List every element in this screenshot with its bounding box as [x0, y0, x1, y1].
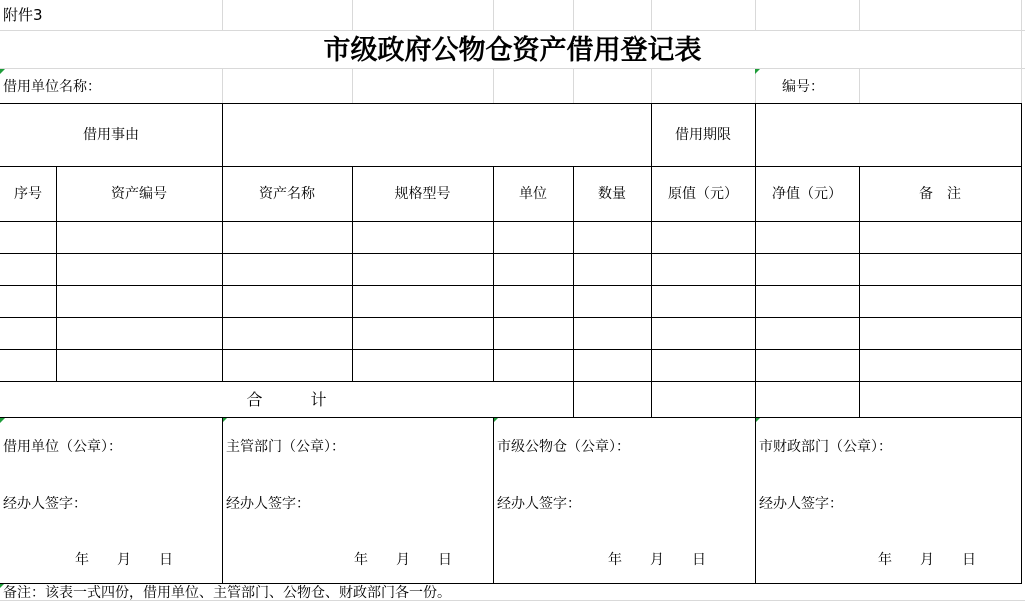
gridline — [493, 0, 494, 30]
table-cell-spec-model[interactable] — [354, 255, 492, 284]
table-cell-original-value[interactable] — [653, 319, 754, 348]
column-header-net-value: 净值（元） — [772, 186, 842, 202]
column-header-asset-number: 资产编号 — [111, 186, 167, 202]
table-cell-net-value[interactable] — [757, 255, 858, 284]
table-border — [0, 166, 1022, 167]
table-cell-asset-number[interactable] — [58, 319, 221, 348]
table-border — [0, 253, 1022, 254]
column-header-serial: 序号 — [14, 186, 42, 202]
attachment-label: 附件3 — [3, 6, 43, 24]
gridline — [573, 0, 574, 30]
table-cell-asset-number[interactable] — [58, 287, 221, 316]
gridline — [222, 68, 223, 103]
gridline — [651, 0, 652, 30]
signature-title-borrower: 借用单位（公章）： — [3, 439, 122, 455]
signature-title-warehouse: 市级公物仓（公章）： — [497, 439, 630, 455]
table-cell-net-value[interactable] — [757, 287, 858, 316]
table-cell-remarks[interactable] — [861, 351, 1020, 380]
table-cell-quantity[interactable] — [575, 223, 650, 252]
signature-date-warehouse: 年 月 日 — [608, 552, 706, 568]
term-field[interactable] — [756, 104, 1021, 166]
table-border — [651, 103, 652, 417]
total-original-value-cell[interactable] — [653, 383, 754, 416]
column-header-asset-name: 资产名称 — [259, 186, 315, 202]
table-cell-remarks[interactable] — [861, 255, 1020, 284]
cell-marker — [0, 69, 5, 74]
table-cell-original-value[interactable] — [653, 287, 754, 316]
signature-signer-finance: 经办人签字： — [759, 496, 843, 512]
signature-signer-borrower: 经办人签字： — [3, 496, 87, 512]
signature-signer-warehouse: 经办人签字： — [497, 496, 581, 512]
table-cell-remarks[interactable] — [861, 223, 1020, 252]
table-border — [0, 349, 1022, 350]
table-cell-net-value[interactable] — [757, 319, 858, 348]
table-cell-spec-model[interactable] — [354, 319, 492, 348]
number-label: 编号： — [782, 79, 824, 95]
column-header-quantity: 数量 — [598, 186, 626, 202]
total-remarks-cell[interactable] — [861, 383, 1020, 416]
gridline — [651, 68, 652, 103]
gridline — [859, 68, 860, 103]
table-border — [755, 417, 756, 583]
table-cell-original-value[interactable] — [653, 351, 754, 380]
gridline — [222, 0, 223, 30]
table-cell-serial[interactable] — [2, 351, 55, 380]
table-cell-original-value[interactable] — [653, 223, 754, 252]
column-header-remarks: 备 注 — [919, 186, 961, 202]
gridline — [573, 68, 574, 103]
gridline — [755, 0, 756, 30]
table-cell-original-value[interactable] — [653, 255, 754, 284]
table-cell-asset-name[interactable] — [224, 255, 351, 284]
table-border — [0, 583, 1022, 584]
table-border — [222, 417, 223, 583]
table-cell-remarks[interactable] — [861, 319, 1020, 348]
signature-title-finance: 市财政部门（公章）： — [759, 439, 892, 455]
signature-signer-department: 经办人签字： — [226, 496, 310, 512]
table-cell-asset-name[interactable] — [224, 319, 351, 348]
table-cell-spec-model[interactable] — [354, 287, 492, 316]
table-cell-asset-number[interactable] — [58, 255, 221, 284]
signature-title-department: 主管部门（公章）： — [226, 439, 345, 455]
gridline — [493, 68, 494, 103]
table-cell-unit[interactable] — [495, 255, 572, 284]
table-border — [0, 221, 1022, 222]
gridline — [0, 30, 1025, 31]
table-cell-quantity[interactable] — [575, 255, 650, 284]
table-cell-unit[interactable] — [495, 287, 572, 316]
table-border — [0, 285, 1022, 286]
gridline — [352, 68, 353, 103]
total-quantity-cell[interactable] — [575, 383, 650, 416]
form-title: 市级政府公物仓资产借用登记表 — [323, 35, 702, 66]
table-cell-spec-model[interactable] — [354, 223, 492, 252]
table-cell-net-value[interactable] — [757, 223, 858, 252]
table-border — [0, 381, 1022, 382]
table-border — [0, 317, 1022, 318]
table-cell-asset-name[interactable] — [224, 287, 351, 316]
table-cell-serial[interactable] — [2, 319, 55, 348]
table-cell-serial[interactable] — [2, 287, 55, 316]
table-cell-quantity[interactable] — [575, 351, 650, 380]
table-cell-remarks[interactable] — [861, 287, 1020, 316]
table-border — [1021, 103, 1022, 584]
gridline — [352, 0, 353, 30]
signature-date-finance: 年 月 日 — [878, 552, 976, 568]
total-label: 合 计 — [246, 390, 327, 409]
table-cell-asset-name[interactable] — [224, 351, 351, 380]
column-header-spec-model: 规格型号 — [394, 186, 451, 202]
cell-marker — [755, 69, 760, 74]
table-cell-spec-model[interactable] — [354, 351, 492, 380]
column-header-original-value: 原值（元） — [668, 186, 738, 202]
table-cell-net-value[interactable] — [757, 351, 858, 380]
table-cell-quantity[interactable] — [575, 287, 650, 316]
table-cell-asset-name[interactable] — [224, 223, 351, 252]
total-net-value-cell[interactable] — [757, 383, 858, 416]
table-cell-serial[interactable] — [2, 255, 55, 284]
table-border — [0, 417, 1022, 418]
table-cell-unit[interactable] — [495, 223, 572, 252]
table-cell-asset-number[interactable] — [58, 351, 221, 380]
table-border — [859, 166, 860, 417]
footer-note: 备注：该表一式四份，借用单位、主管部门、公物仓、财政部门各一份。 — [3, 585, 451, 601]
column-header-unit: 单位 — [519, 186, 547, 202]
table-border — [493, 417, 494, 583]
term-label: 借用期限 — [675, 127, 731, 143]
table-cell-asset-number[interactable] — [58, 223, 221, 252]
table-cell-serial[interactable] — [2, 223, 55, 252]
table-cell-unit[interactable] — [495, 351, 572, 380]
table-border — [573, 166, 574, 417]
gridline — [0, 68, 1025, 69]
reason-label: 借用事由 — [83, 127, 139, 143]
gridline — [859, 0, 860, 30]
table-cell-quantity[interactable] — [575, 319, 650, 348]
reason-field[interactable] — [223, 104, 651, 166]
table-cell-unit[interactable] — [495, 319, 572, 348]
signature-date-department: 年 月 日 — [354, 552, 452, 568]
borrower-name-label: 借用单位名称： — [3, 79, 101, 95]
cell-marker — [0, 418, 5, 423]
signature-date-borrower: 年 月 日 — [75, 552, 173, 568]
